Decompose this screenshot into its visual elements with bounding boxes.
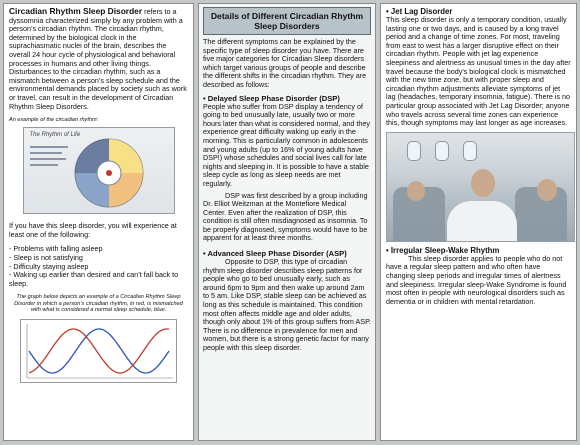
intro-body: refers to a dyssomnia characterized simply by any problem with a person’s circadian rhythm. The circadian rhythm, determined by the biological clock in the suprachiasmatic nuclei of the brain, describes the overall 24 hour cycle of physiological and behavioral processes in humans and other living things. Disturbances to the circadian rhythm, such as a mismatch between a person’s sleep schedule and the environmental demands placed by society such as work or travel, can result in the development of Circadian Rhythm Sleep Disorders. [9, 7, 187, 111]
jetlag-body: This sleep disorder is only a temporary condition, usually lasting one or two days, and is caused by a long travel period and a change of time zones. For most, traveling from east to west has a larger disruptive effect on their circadian rhythm. People with jet lag experience sleepiness and alertness as unusual times in the day after travel because the body's biological clock is mismatched with the new time zone, but with proper sleep and circadian rhythm adjustments alleviate symptoms of jet lag (headaches, temporary insomnia, fatigue). There is no particular group associated with Jet Lag Disorder; anyone who travels across several time zones can experience this, though symptoms may last longer as age increases. [386, 15, 571, 128]
diagram-caption: An example of the circadian rhythm: [9, 117, 99, 124]
symptom-item: - Problems with falling asleep [9, 244, 103, 254]
sine-graph [20, 319, 177, 383]
dsp-body-2: DSP was first described by a group including Dr. Elliot Weitzman at the Montefiore Medical Center. Even after the realization of DSP, this condition is still often misdiagnosed as insomnia. To be properly diagnosed, symptoms would have to be apparent for at least three months. [203, 190, 368, 243]
intro-paragraph [9, 7, 188, 111]
sine-curves-icon [21, 320, 176, 382]
middle-heading: Details of Different Circadian Rhythm Sleep Disorders [203, 7, 371, 35]
jetlag-heading: • Jet Lag Disorder [386, 7, 453, 16]
dsp-heading: • Delayed Sleep Phase Disorder (DSP) [203, 93, 340, 103]
symptom-item: - Difficulty staying asleep [9, 261, 89, 271]
right-column [380, 3, 577, 441]
middle-column [198, 3, 376, 441]
passenger-head [537, 179, 557, 201]
window-icon [435, 141, 449, 161]
intro-title: Circadian Rhythm Sleep Disorder [9, 6, 143, 16]
airplane-passengers-photo [386, 132, 575, 242]
irregular-body: This sleep disorder applies to people who do not have a regular sleep pattern and who often have changing sleep periods and irregular times of alertness and sleepiness. Irregular sleep-Wake Syndrome is found most often in people with neurological disorders such as dementia or in children with mental retardation. [386, 253, 567, 306]
symptoms-intro: If you have this sleep disorder, you will experience at least one of the following: [9, 221, 177, 239]
symptom-item: - Waking up earlier than desired and can’t fall back to sleep. [9, 270, 179, 288]
passenger-head [407, 181, 425, 201]
circadian-rhythm-curve [29, 329, 169, 373]
dsp-body: People who suffer from DSP display a tendency of going to bed unusually late, usually two or more hours later than what is considered normal, and they experience great difficulty waking up early in the morning. This is particularly common in adolescents and young adults (up to 16% of young adults have DSP!) whose schedules and social lives call for late nights and sleeping in. It is possible to have a stable sleep cycle as long as sleep needs are met regularly. [203, 101, 371, 188]
asp-body: Opposite to DSP, this type of circadian rhythm sleep disorder describes sleep patterns for people who go to bed unusually early, such as around 6pm to 9pm and then wake up around 2am to 5 am. Like DSP, stable sleep can be achieved as long as this schedule is maintained. This condition most often affects middle age and older adults, though only about 1% of this group suffers from ASP. There is no difference in prevalence for men and women, but there is a strong genetic factor for many people with this sleep disorder. [203, 257, 371, 352]
window-icon [407, 141, 421, 161]
rhythm-of-life-diagram [23, 127, 175, 214]
diagram-title: The Rhythm of Life [29, 132, 81, 139]
asp-heading: • Advanced Sleep Phase Disorder (ASP) [203, 249, 347, 259]
left-column [3, 3, 194, 441]
graph-caption: The graph below depicts an example of a Circadian Rhythm Sleep Disorder in which a person’s circadian rhythm, in red, is mismatched with what is considered a normal sleep schedule, blue. [14, 294, 183, 314]
irregular-heading: • Irregular Sleep-Wake Rhythm [386, 245, 500, 255]
middle-intro: The different symptoms can be explained by the specific type of sleep disorder you have. There are five major categories for Circadian Sleep disorders which target various groups of people and describe the different shifts in the circadian rhythm. They are described as follows: [203, 37, 367, 89]
window-icon [463, 141, 477, 161]
clock-diagram-icon [24, 128, 174, 213]
passenger-head [471, 169, 495, 197]
passenger-body [447, 201, 517, 241]
symptom-list [9, 245, 188, 288]
symptom-item: - Sleep is not satisfying [9, 252, 83, 262]
